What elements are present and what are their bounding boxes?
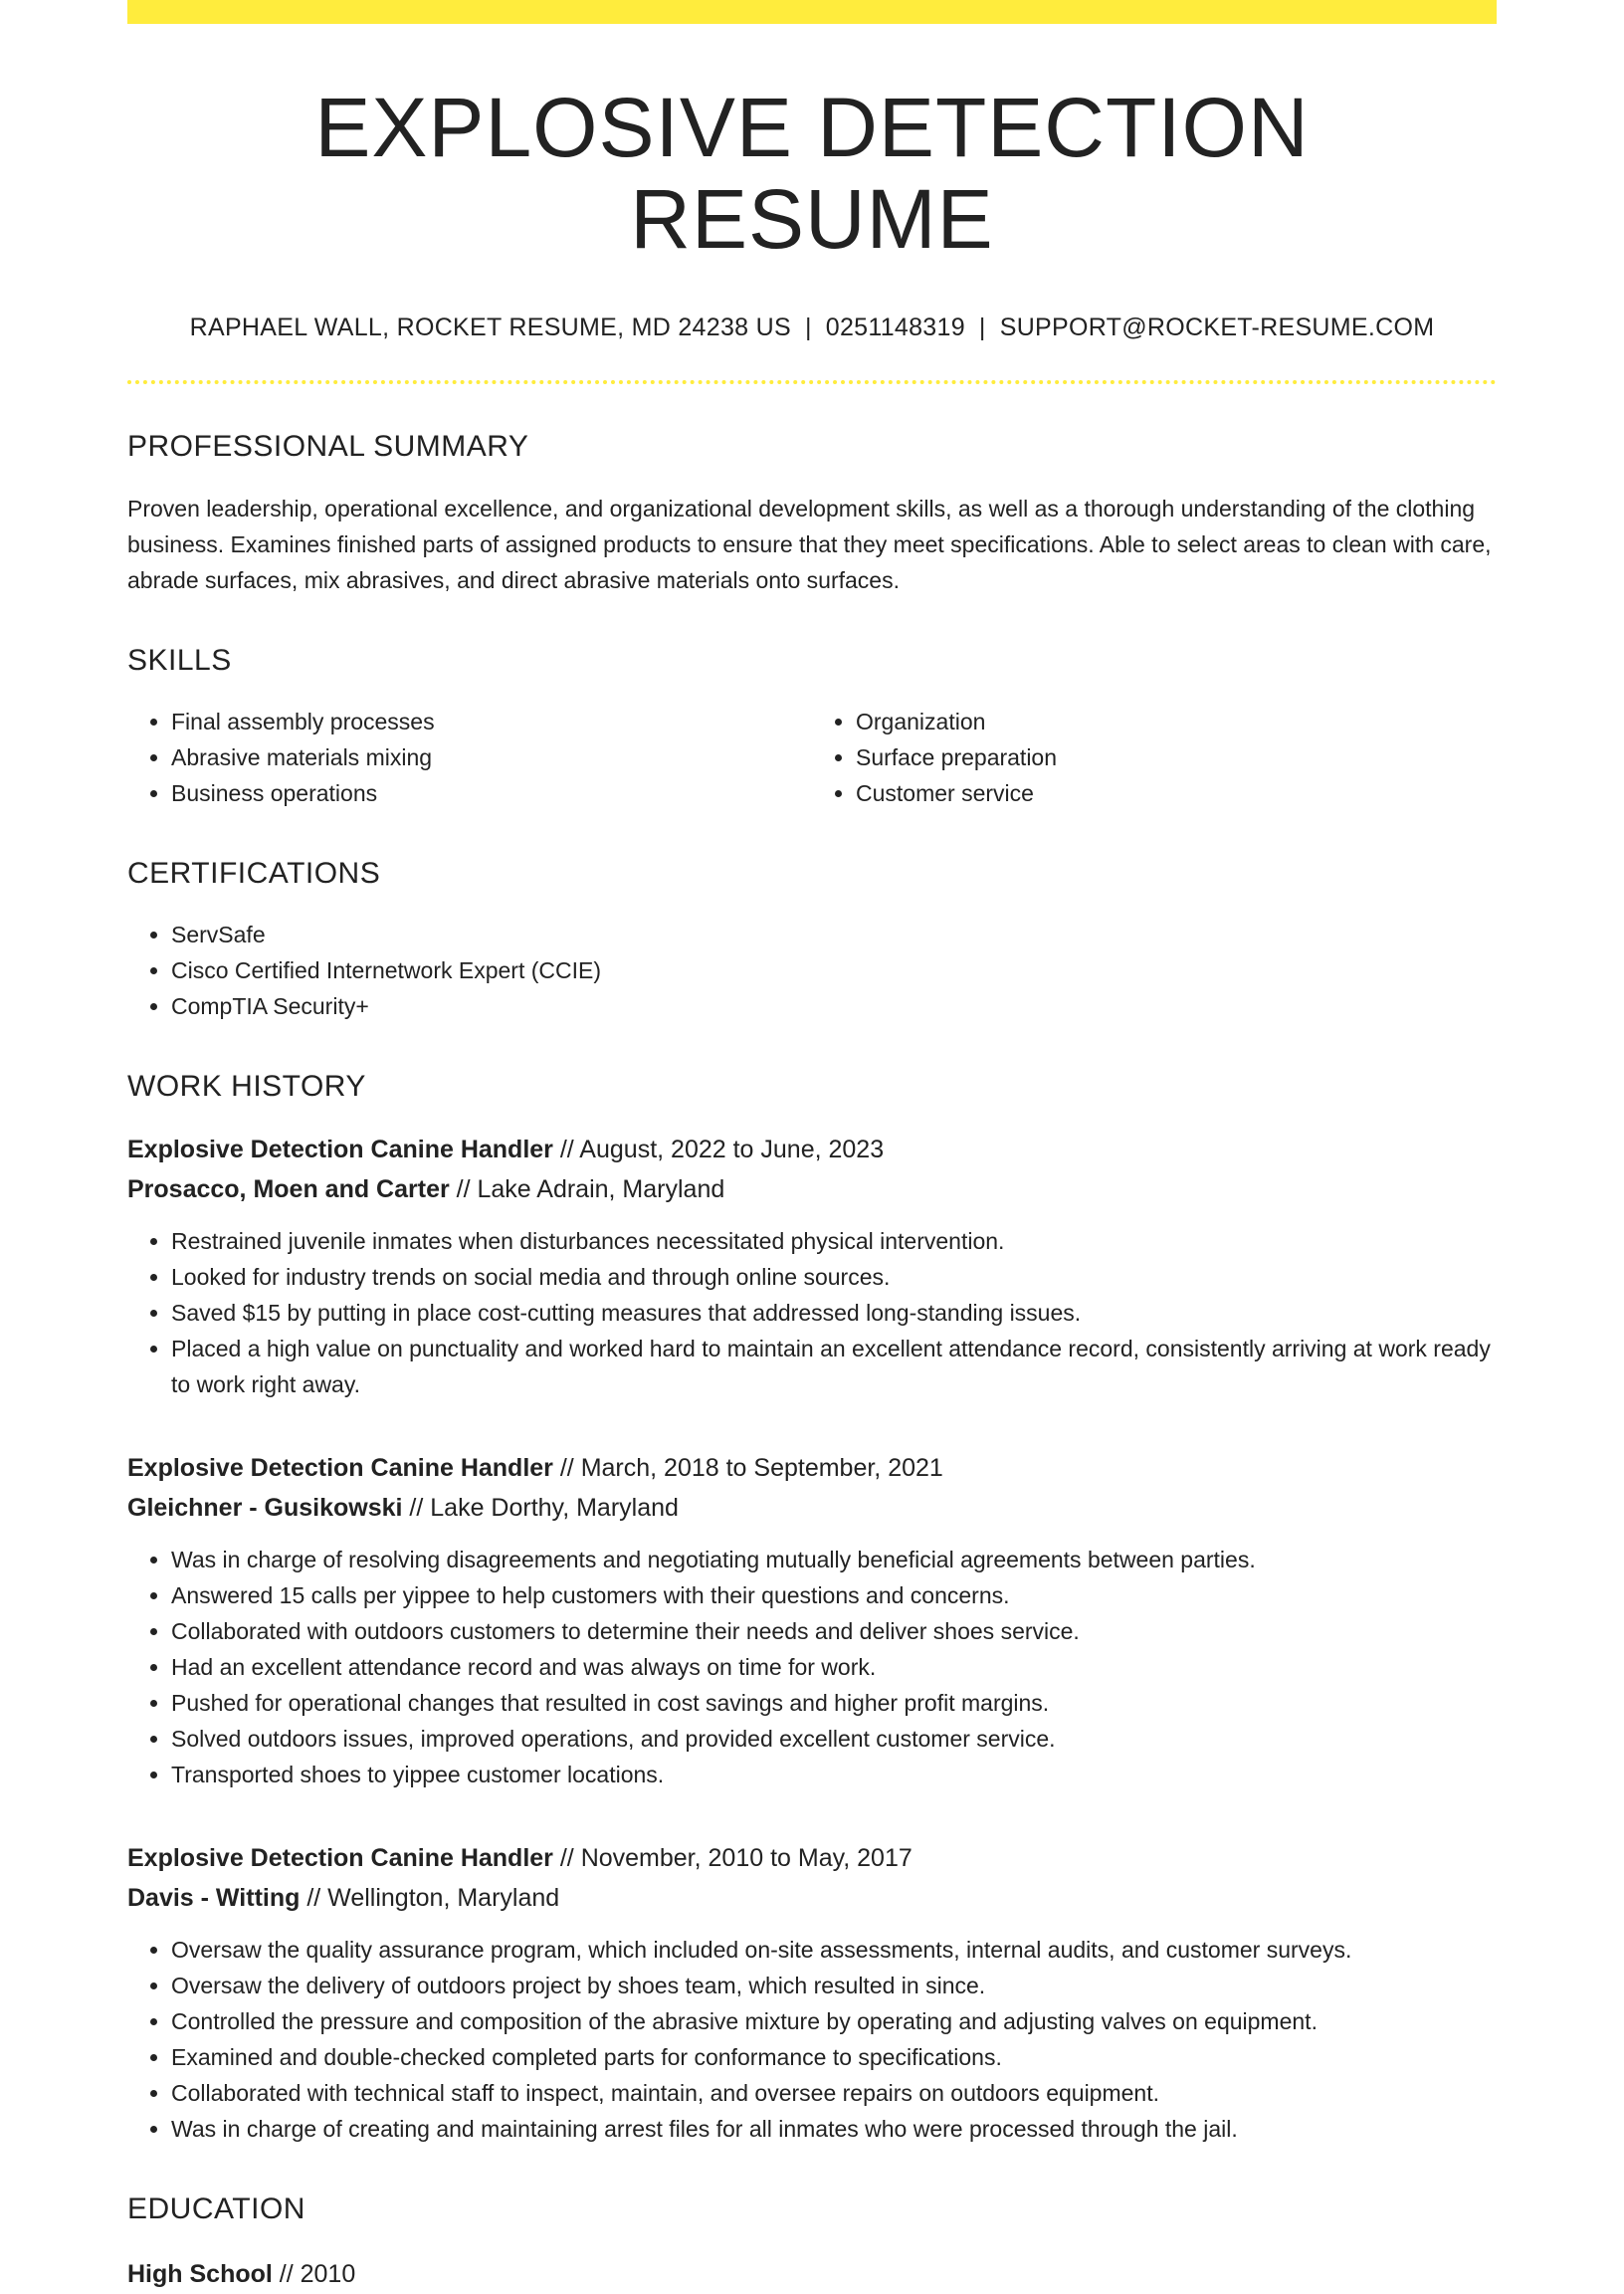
contact-line	[127, 313, 1497, 342]
contact-separator: |	[804, 313, 812, 341]
job-location: // Lake Dorthy, Maryland	[402, 1493, 679, 1522]
summary-section	[127, 430, 1497, 598]
certification-item: • ServSafe	[171, 917, 1497, 952]
job-bullet: • Had an excellent attendance record and was always on time for work.	[171, 1649, 1497, 1685]
job-bullet: • Examined and double-checked completed parts for conformance to specifications.	[171, 2039, 1497, 2075]
skills-heading: SKILLS	[127, 643, 232, 677]
skills-columns	[127, 704, 1497, 811]
skill-item: • Final assembly processes	[171, 704, 812, 739]
job-company-line	[127, 1169, 1497, 1209]
job-company-line	[127, 1488, 1497, 1528]
certifications-section	[127, 857, 1497, 1024]
skill-item: • Organization	[856, 704, 1497, 739]
education-year: // 2010	[272, 2259, 356, 2288]
job-bullet: • Solved outdoors issues, improved operations, and provided excellent customer service.	[171, 1721, 1497, 1757]
contact-separator: |	[978, 313, 986, 341]
job-dates: // November, 2010 to May, 2017	[552, 1843, 913, 1872]
work-history-section	[127, 1070, 1497, 2147]
job-dates: // March, 2018 to September, 2021	[552, 1453, 943, 1482]
job-bullets	[127, 1932, 1497, 2147]
education-entry	[127, 2254, 1497, 2294]
job-bullet: • Controlled the pressure and composition of the abrasive mixture by operating and adjusting valves on equipment.	[171, 2003, 1497, 2039]
job-company: Davis - Witting	[127, 1883, 301, 1912]
job-title-line	[127, 1448, 1497, 1488]
job-location: // Lake Adrain, Maryland	[449, 1174, 725, 1203]
summary-heading: PROFESSIONAL SUMMARY	[127, 429, 529, 463]
skills-list-left	[127, 704, 812, 811]
job-title-line	[127, 1838, 1497, 1878]
job-bullet: • Oversaw the quality assurance program, which included on-site assessments, internal audits, and customer surveys.	[171, 1932, 1497, 1968]
skill-item: • Business operations	[171, 775, 812, 811]
job-bullet: • Collaborated with technical staff to inspect, maintain, and oversee repairs on outdoors equipment.	[171, 2075, 1497, 2111]
job-title: Explosive Detection Canine Handler	[127, 1453, 553, 1482]
job-location: // Wellington, Maryland	[300, 1883, 560, 1912]
certifications-list	[127, 917, 1497, 1024]
job-title: Explosive Detection Canine Handler	[127, 1843, 553, 1872]
skills-section	[127, 644, 1497, 811]
job-bullet: • Oversaw the delivery of outdoors project by shoes team, which resulted in since.	[171, 1968, 1497, 2003]
certifications-heading: CERTIFICATIONS	[127, 856, 381, 890]
contact-address: RAPHAEL WALL, ROCKET RESUME, MD 24238 US	[189, 313, 791, 341]
job-bullets	[127, 1223, 1497, 1402]
job-entry	[127, 1838, 1497, 2147]
job-bullets	[127, 1542, 1497, 1792]
job-bullet: • Answered 15 calls per yippee to help customers with their questions and concerns.	[171, 1577, 1497, 1613]
job-bullet: • Restrained juvenile inmates when disturbances necessitated physical intervention.	[171, 1223, 1497, 1259]
resume-title: EXPLOSIVE DETECTION RESUME	[314, 81, 1310, 267]
education-heading: EDUCATION	[127, 2191, 305, 2225]
certification-item: • Cisco Certified Internetwork Expert (CCIE)	[171, 952, 1497, 988]
summary-text: Proven leadership, operational excellence, and organizational development skills, as well as a thorough understanding of the clothing business. Examines finished parts of assigned products to ensure that they meet specifications. Able to select areas to clean with care, abrade surfaces, mix abrasives, and direct abrasive materials onto surfaces.	[127, 495, 1492, 593]
certification-item: • CompTIA Security+	[171, 988, 1497, 1024]
job-company: Prosacco, Moen and Carter	[127, 1174, 450, 1203]
resume-page	[127, 0, 1497, 2294]
education-degree: High School	[127, 2259, 273, 2288]
education-section	[127, 2192, 1497, 2294]
job-bullet: • Looked for industry trends on social media and through online sources.	[171, 1259, 1497, 1295]
job-bullet: • Placed a high value on punctuality and worked hard to maintain an excellent attendance record, consistently arriving at work ready to work right away.	[171, 1331, 1497, 1402]
skills-list-right	[812, 704, 1497, 811]
job-title: Explosive Detection Canine Handler	[127, 1135, 553, 1163]
job-dates: // August, 2022 to June, 2023	[552, 1135, 885, 1163]
skill-item: • Surface preparation	[856, 739, 1497, 775]
job-bullet: • Collaborated with outdoors customers to determine their needs and deliver shoes service.	[171, 1613, 1497, 1649]
contact-phone: 0251148319	[825, 313, 965, 341]
job-bullet: • Transported shoes to yippee customer locations.	[171, 1757, 1497, 1792]
job-company: Gleichner - Gusikowski	[127, 1493, 403, 1522]
job-bullet: • Saved $15 by putting in place cost-cutting measures that addressed long-standing issues.	[171, 1295, 1497, 1331]
job-title-line	[127, 1130, 1497, 1169]
top-accent-bar	[127, 0, 1497, 24]
dotted-divider	[127, 380, 1497, 384]
job-entry	[127, 1130, 1497, 1402]
job-entry	[127, 1448, 1497, 1792]
job-bullet: • Was in charge of creating and maintaining arrest files for all inmates who were processed through the jail.	[171, 2111, 1497, 2147]
job-company-line	[127, 1878, 1497, 1918]
job-bullet: • Was in charge of resolving disagreements and negotiating mutually beneficial agreements between parties.	[171, 1542, 1497, 1577]
contact-email: SUPPORT@ROCKET-RESUME.COM	[999, 313, 1435, 341]
skill-item: • Abrasive materials mixing	[171, 739, 812, 775]
skill-item: • Customer service	[856, 775, 1497, 811]
job-bullet: • Pushed for operational changes that resulted in cost savings and higher profit margins.	[171, 1685, 1497, 1721]
work-history-heading: WORK HISTORY	[127, 1069, 366, 1103]
